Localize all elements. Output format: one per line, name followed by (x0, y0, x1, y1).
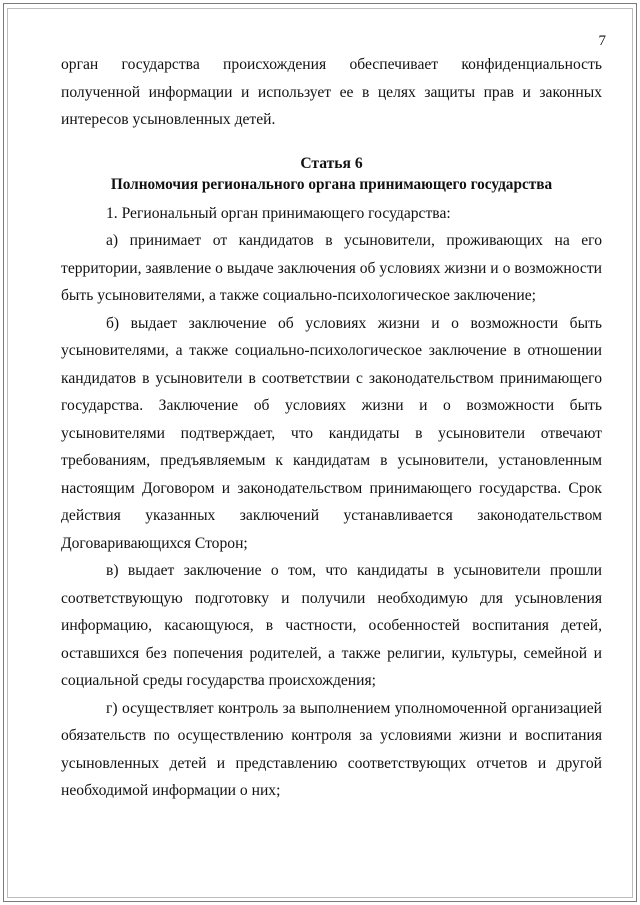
article-number: Статья 6 (300, 154, 363, 172)
paragraph-item-1: 1. Региональный орган принимающего государства: (106, 204, 451, 222)
paragraph-item-g: г) осуществляет контроль за выполнением уполномоченной организацией обязательств по осуществлению контроля за условиями жизни и воспитания усыновленных детей и представлению соответствующих отчетов и другой необходимой информации о них; (61, 699, 602, 799)
paragraph-item-b: б) выдает заключение об условиях жизни и о возможности быть усыновителями, а также социально-психологическое заключение в отношении кандидатов в усыновители в соответствии с законодательством принимающего государства. Заключение об условиях жизни и о возможности быть усыновителями подтверждает, что кандидаты в усыновители отвечают требованиям, предъявляемым к кандидатам в усыновители, установленным настоящим Договором и законодательством принимающего государства. Срок действия указанных заключений устанавливается законодательством Договаривающихся Сторон; (61, 314, 602, 552)
article-title: Полномочия регионального органа принимающего государства (110, 175, 553, 193)
intro-paragraph: орган государства происхождения обеспечивает конфиденциальность полученной информации и использует ее в целях защиты прав и законных интересов усыновленных детей. (61, 56, 602, 128)
page-number: 7 (598, 33, 606, 49)
paragraph-item-v: в) выдает заключение о том, что кандидаты в усыновители прошли соответствующую подготовку и получили необходимую для усыновления информацию, касающуюся, в частности, особенностей воспитания детей, оставшихся без попечения родителей, а также религии, культуры, семейной и социальной среды государства происхождения; (61, 562, 602, 689)
document-body (61, 51, 602, 805)
paragraph-item-a: а) принимает от кандидатов в усыновители, проживающих на его территории, заявление о выдаче заключения об условиях жизни и о возможности быть усыновителями, а также социально-психологическое заключение; (61, 232, 602, 304)
